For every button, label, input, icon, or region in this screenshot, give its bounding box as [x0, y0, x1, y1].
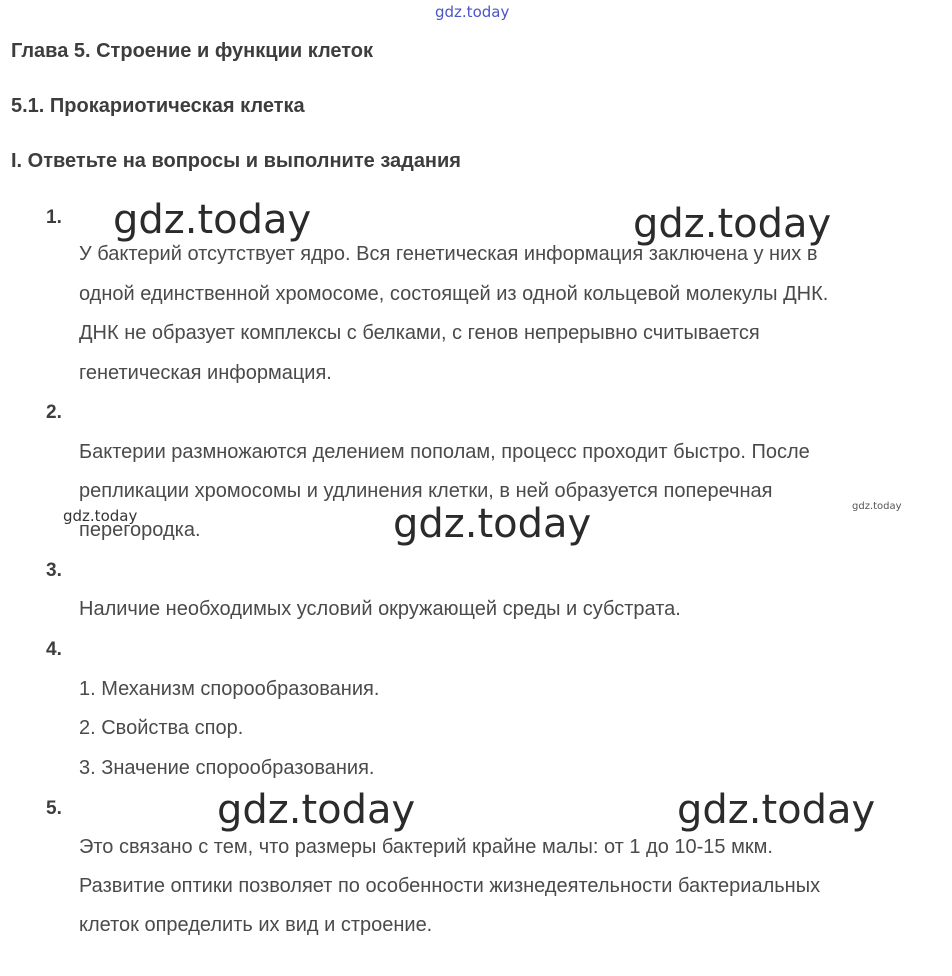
- answer-line: клеток определить их вид и строение.: [79, 914, 433, 936]
- item-number: 4.: [46, 639, 62, 660]
- watermark: gdz.today: [63, 507, 138, 525]
- item-number: 1.: [46, 207, 62, 228]
- item-number: 3.: [46, 560, 62, 581]
- list-item: 1. Механизм спорообразования.: [79, 678, 380, 700]
- answer-line: одной единственной хромосоме, состоящей из одной кольцевой молекулы ДНК.: [79, 283, 829, 305]
- watermark: gdz.today: [677, 787, 876, 833]
- answer-line: генетическая информация.: [79, 362, 332, 384]
- answer-line: перегородка.: [79, 519, 201, 541]
- watermark: gdz.today: [113, 197, 312, 243]
- answer-line: репликации хромосомы и удлинения клетки, в ней образуется поперечная: [79, 480, 773, 502]
- watermark: gdz.today: [217, 787, 416, 833]
- watermark: gdz.today: [852, 501, 902, 512]
- watermark-top: gdz.today: [435, 3, 510, 21]
- item-number: 5.: [46, 798, 62, 819]
- section-heading: 5.1. Прокариотическая клетка: [11, 95, 305, 117]
- chapter-heading: Глава 5. Строение и функции клеток: [11, 40, 374, 62]
- watermark: gdz.today: [633, 201, 832, 247]
- answer-line: Развитие оптики позволяет по особенности жизнедеятельности бактериальных: [79, 875, 821, 897]
- answer-line: У бактерий отсутствует ядро. Вся генетическая информация заключена у них в: [79, 243, 818, 265]
- list-item: 3. Значение спорообразования.: [79, 757, 375, 779]
- answer-line: Бактерии размножаются делением пополам, процесс проходит быстро. После: [79, 441, 810, 463]
- task-heading: I. Ответьте на вопросы и выполните задания: [11, 150, 461, 172]
- list-item: 2. Свойства спор.: [79, 717, 244, 739]
- answer-line: ДНК не образует комплексы с белками, с генов непрерывно считывается: [79, 322, 760, 344]
- item-number: 2.: [46, 402, 62, 423]
- answer-line: Это связано с тем, что размеры бактерий крайне малы: от 1 до 10-15 мкм.: [79, 836, 773, 858]
- answer-line: Наличие необходимых условий окружающей среды и субстрата.: [79, 598, 681, 620]
- watermark: gdz.today: [393, 501, 592, 547]
